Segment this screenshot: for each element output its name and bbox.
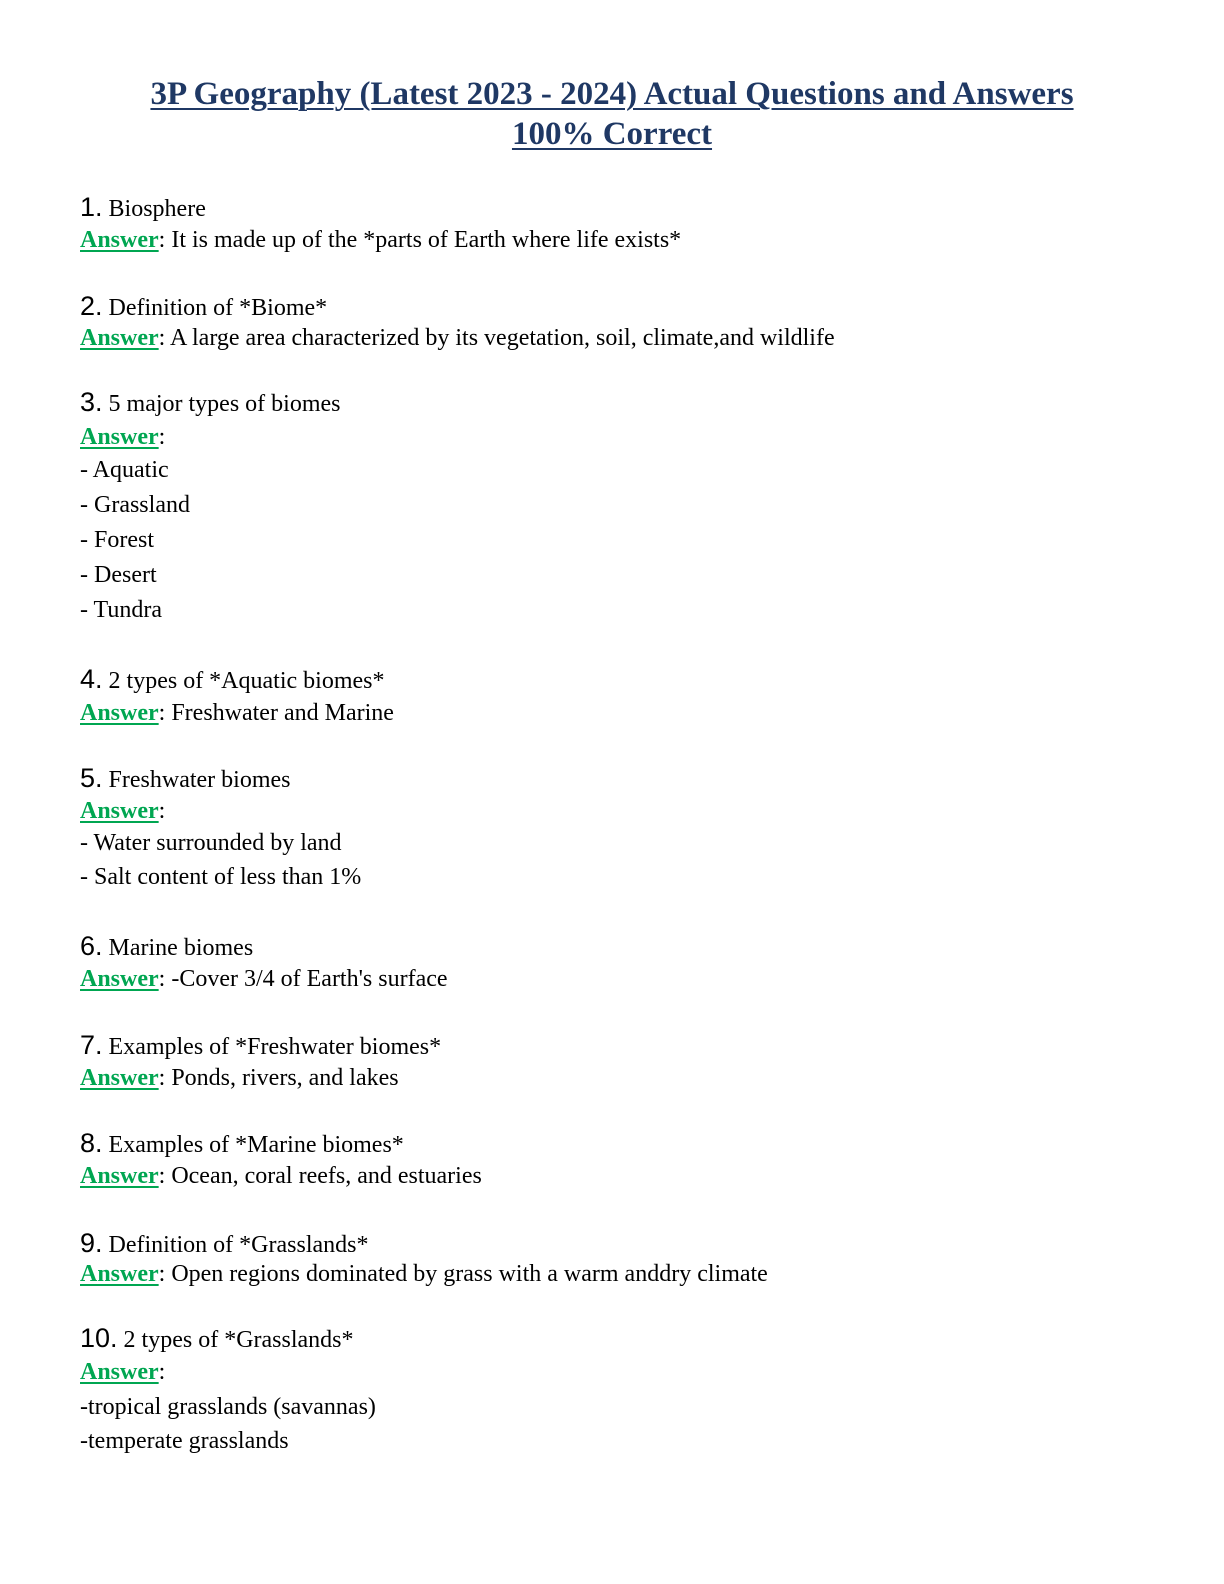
answer-label: Answer	[80, 798, 159, 824]
question-text: Examples of *Marine biomes*	[102, 1132, 404, 1158]
question-text: Marine biomes	[102, 935, 254, 961]
answer-3-item: - Forest	[80, 527, 154, 553]
answer-label: Answer	[80, 700, 159, 726]
question-text: 5 major types of biomes	[102, 391, 341, 417]
answer-2	[80, 323, 835, 353]
question-text: Biosphere	[102, 196, 206, 222]
answer-label: Answer	[80, 424, 159, 450]
answer-text: : It is made up of the *parts of Earth where life exists*	[158, 227, 682, 253]
question-number: 5.	[80, 763, 103, 793]
question-number: 1.	[80, 192, 103, 222]
answer-5-item: - Water surrounded by land	[80, 830, 342, 856]
question-5	[80, 763, 291, 795]
question-number: 7.	[80, 1030, 103, 1060]
question-number: 10.	[80, 1323, 118, 1353]
question-number: 2.	[80, 291, 103, 321]
question-2	[80, 291, 327, 323]
question-9	[80, 1228, 369, 1260]
question-text: Definition of *Biome*	[102, 295, 328, 321]
answer-label: Answer	[80, 227, 159, 253]
question-4	[80, 664, 384, 696]
answer-5-item: - Salt content of less than 1%	[80, 864, 362, 890]
question-number: 8.	[80, 1128, 103, 1158]
answer-3	[80, 422, 165, 452]
question-text: Definition of *Grasslands*	[102, 1232, 369, 1258]
answer-label: Answer	[80, 1163, 159, 1189]
answer-10	[80, 1357, 165, 1387]
answer-10-item: -temperate grasslands	[80, 1428, 289, 1454]
question-6	[80, 931, 253, 963]
answer-1	[80, 225, 681, 255]
page-title-line-1: 3P Geography (Latest 2023 - 2024) Actual Questions and Answers	[150, 76, 1074, 112]
question-3	[80, 387, 341, 419]
question-text: Examples of *Freshwater biomes*	[102, 1034, 442, 1060]
answer-3-item: - Tundra	[80, 597, 163, 623]
answer-10-item: -tropical grasslands (savannas)	[80, 1394, 376, 1420]
answer-label: Answer	[80, 1261, 159, 1287]
question-number: 3.	[80, 387, 103, 417]
answer-8	[80, 1161, 482, 1191]
answer-6	[80, 964, 448, 994]
answer-4	[80, 698, 394, 728]
question-text: 2 types of *Aquatic biomes*	[102, 668, 385, 694]
answer-label: Answer	[80, 1065, 159, 1091]
answer-5	[80, 796, 165, 826]
answer-3-item: - Aquatic	[80, 457, 169, 483]
answer-text: : Freshwater and Marine	[158, 700, 394, 726]
question-1	[80, 192, 206, 224]
answer-label: Answer	[80, 1359, 159, 1385]
question-number: 9.	[80, 1228, 103, 1258]
question-8	[80, 1128, 404, 1160]
answer-text: : Ponds, rivers, and lakes	[158, 1065, 399, 1091]
question-number: 4.	[80, 664, 103, 694]
page-title-line-2: 100% Correct	[511, 116, 713, 152]
answer-text: : Open regions dominated by grass with a warm anddry climate	[158, 1261, 768, 1287]
answer-text: : Ocean, coral reefs, and estuaries	[158, 1163, 482, 1189]
question-7	[80, 1030, 441, 1062]
question-number: 6.	[80, 931, 103, 961]
answer-text: :	[158, 424, 166, 450]
question-text: 2 types of *Grasslands*	[117, 1327, 354, 1353]
answer-label: Answer	[80, 325, 159, 351]
answer-9	[80, 1259, 768, 1289]
answer-3-item: - Grassland	[80, 492, 190, 518]
answer-3-item: - Desert	[80, 562, 157, 588]
answer-text: : -Cover 3/4 of Earth's surface	[158, 966, 448, 992]
answer-text: :	[158, 1359, 166, 1385]
question-10	[80, 1323, 354, 1355]
answer-text: :	[158, 798, 166, 824]
question-text: Freshwater biomes	[102, 767, 291, 793]
answer-text: : A large area characterized by its vegetation, soil, climate,and wildlife	[158, 325, 835, 351]
answer-7	[80, 1063, 399, 1093]
answer-label: Answer	[80, 966, 159, 992]
